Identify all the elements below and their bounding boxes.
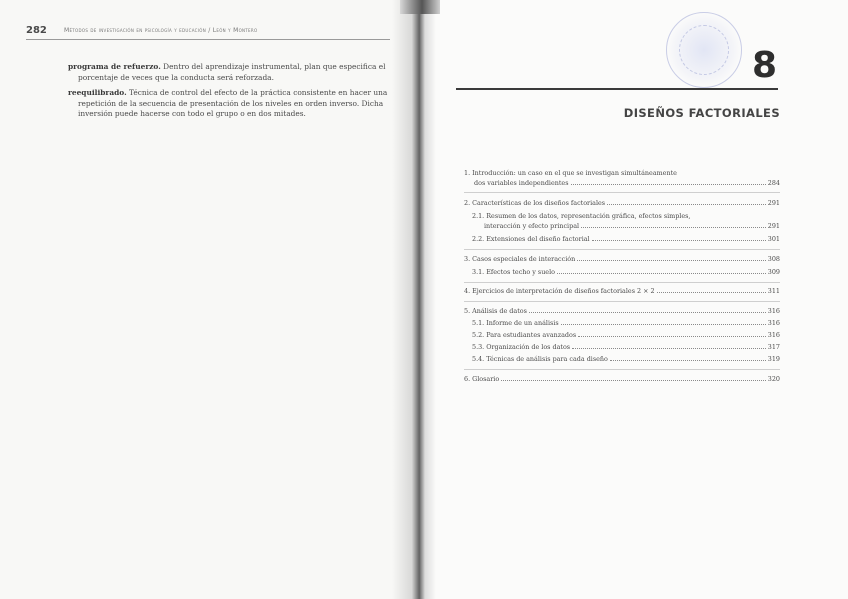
chapter-number: 8: [752, 45, 778, 86]
glossary-definition: porcentaje de veces que la conducta será reforzada.: [78, 72, 274, 82]
toc-label: 3. Casos especiales de interacción: [464, 255, 576, 263]
toc-leader: [501, 379, 766, 381]
toc-label: 3.1. Efectos techo y suelo: [472, 268, 555, 276]
toc-entry-line: 1. Introducción: un caso en el que se investigan simultáneamente: [464, 169, 677, 177]
toc-page: 301: [767, 235, 780, 243]
chapter-title: DISEÑOS FACTORIALES: [623, 106, 780, 120]
toc-label: 5.1. Informe de un análisis: [472, 319, 559, 327]
glossary-entry: [68, 62, 388, 83]
toc-label: 6. Glosario: [464, 375, 500, 383]
running-head: [26, 25, 390, 39]
running-head-title: Métodos de investigación en psicología y educación / León y Montero: [64, 27, 258, 34]
toc-page: 316: [767, 307, 780, 315]
toc-leader: [577, 259, 766, 261]
toc-page: 317: [767, 343, 780, 351]
toc-leader: [592, 239, 766, 241]
toc-leader: [572, 347, 766, 349]
toc-entry: [472, 354, 780, 364]
toc-label: 4. Ejercicios de interpretación de diseños factoriales 2 × 2: [464, 287, 655, 295]
glossary-definition: Dentro del aprendizaje instrumental, plan que especifica el: [163, 62, 386, 71]
library-stamp-icon: [666, 12, 742, 88]
toc-page: 309: [767, 268, 780, 276]
toc-page: 319: [767, 355, 780, 363]
toc-entry: [474, 178, 780, 188]
toc-page: 308: [767, 255, 780, 263]
toc-label: interacción y efecto principal: [484, 222, 580, 230]
toc-label: 5.4. Técnicas de análisis para cada diseño: [472, 355, 608, 363]
glossary-term: reequilibrado.: [68, 88, 127, 97]
toc-entry: [464, 374, 780, 384]
toc-label: 5.3. Organización de los datos: [472, 343, 571, 351]
toc-entry: [472, 330, 780, 340]
toc-entry: [484, 221, 780, 231]
toc-page: 284: [767, 179, 780, 187]
toc-label: 5.2. Para estudiantes avanzados: [472, 331, 577, 339]
toc-leader: [581, 226, 766, 228]
toc-label: dos variables independientes: [474, 179, 569, 187]
toc-page: 311: [767, 287, 780, 295]
toc-page: 316: [767, 331, 780, 339]
chapter-rule: [456, 88, 778, 90]
toc-page: 291: [767, 199, 780, 207]
toc-page: 320: [767, 375, 780, 383]
toc-divider: [464, 249, 780, 250]
binding-edge: [400, 0, 440, 14]
toc-page: 291: [767, 222, 780, 230]
toc-leader: [561, 323, 766, 325]
toc-divider: [464, 192, 780, 193]
toc-leader: [657, 291, 766, 293]
toc-label: 2.2. Extensiones del diseño factorial: [472, 235, 590, 243]
header-rule: [26, 39, 390, 40]
toc-divider: [464, 369, 780, 370]
toc-label: 5. Análisis de datos: [464, 307, 527, 315]
toc-leader: [529, 311, 766, 313]
toc-divider: [464, 282, 780, 283]
toc-leader: [607, 203, 766, 205]
toc-entry: [464, 306, 780, 316]
toc-entry-line: 2.1. Resumen de los datos, representación gráfica, efectos simples,: [472, 212, 691, 220]
toc-entry: [464, 286, 780, 296]
toc-leader: [557, 272, 766, 274]
toc-page: 316: [767, 319, 780, 327]
glossary-term: programa de refuerzo.: [68, 62, 161, 71]
toc-entry: [464, 198, 780, 208]
glossary-entry: [68, 88, 388, 120]
toc-entry: [472, 234, 780, 244]
glossary-definition: Técnica de control del efecto de la práctica consistente en hacer una: [129, 88, 388, 97]
page-number: 282: [26, 25, 47, 36]
toc-leader: [610, 359, 766, 361]
toc-entry: [472, 342, 780, 352]
stamp-ring: [679, 25, 729, 75]
glossary-definition: repetición de la secuencia de presentación de los niveles en orden inverso. Dicha: [78, 98, 384, 108]
toc-leader: [571, 183, 766, 185]
toc-entry: [464, 254, 780, 264]
toc-leader: [578, 335, 766, 337]
toc-divider: [464, 301, 780, 302]
toc-label: 2. Características de los diseños factoriales: [464, 199, 606, 207]
toc-entry: [472, 267, 780, 277]
toc-entry: [472, 318, 780, 328]
book-gutter-shadow: [392, 0, 436, 599]
glossary-definition: inversión puede hacerse con todo el grupo o en dos mitades.: [78, 109, 306, 118]
